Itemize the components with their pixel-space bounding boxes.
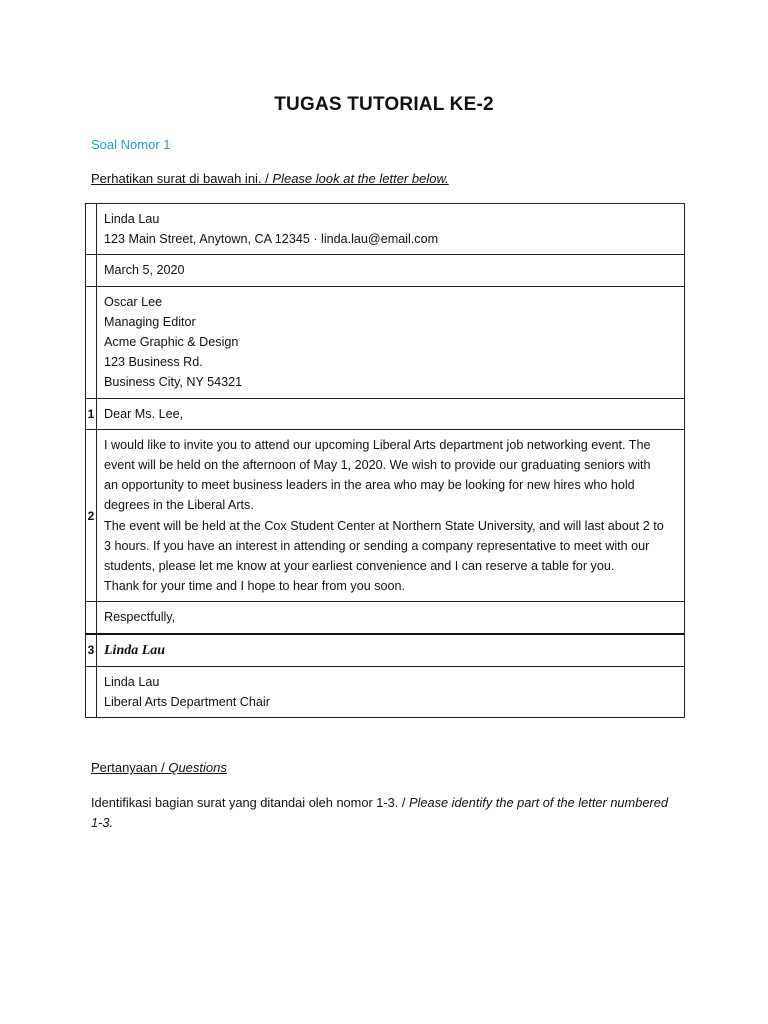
question-en-text: Please identify the part of the letter numbered 1-3. [91,795,668,830]
instruction-id-text: Perhatikan surat di bawah ini. / [91,171,269,186]
letter-row-signature [86,634,685,667]
letter-table [85,203,685,718]
recipient-line: Business City, NY 54321 [104,375,243,390]
instruction-en-text: Please look at the letter below. [272,171,449,186]
signer-name: Linda Lau [104,674,160,689]
row-number: 3 [86,634,97,667]
date-cell: March 5, 2020 [97,255,685,286]
instruction [91,171,449,186]
recipient-cell [97,286,685,398]
letter-row-body [86,429,685,602]
body-line: I would like to invite you to attend our upcoming Liberal Arts department job networking event. The [104,437,651,452]
sender-cell [97,204,685,255]
row-number: 2 [86,429,97,602]
signer-title: Liberal Arts Department Chair [104,695,270,710]
body-line: an opportunity to meet business leaders in the area who may be looking for new hires who hold [104,478,635,493]
row-number: 1 [86,398,97,429]
body-cell [97,429,685,602]
questions-id-label: Pertanyaan / [91,760,165,775]
body-line: The event will be held at the Cox Student Center at Northern State University, and will last about 2 to [104,518,664,533]
closing-cell: Respectfully, [97,602,685,634]
question-id-text: Identifikasi bagian surat yang ditandai oleh nomor 1-3. / [91,795,406,810]
body-line: 3 hours. If you have an interest in attending or sending a company representative to meet with our [104,538,650,553]
letter-row-recipient [86,286,685,398]
row-number-empty [86,666,97,717]
body-line: Thank for your time and I hope to hear from you soon. [104,579,406,594]
recipient-line: Managing Editor [104,314,196,329]
row-number-empty [86,204,97,255]
question-text [91,793,681,833]
questions-heading [91,760,227,775]
section-label: Soal Nomor 1 [91,137,171,152]
signature-cell [97,634,685,667]
letter-row-closing [86,602,685,634]
sender-name: Linda Lau [104,212,160,226]
questions-en-label: Questions [168,760,227,775]
row-number-empty [86,602,97,634]
sender-address: 123 Main Street, Anytown, CA 12345 · linda.lau@email.com [104,232,439,247]
signer-cell [97,666,685,717]
row-number-empty [86,286,97,398]
row-number-empty [86,255,97,286]
signature: Linda Lau [104,642,166,658]
recipient-line: Acme Graphic & Design [104,335,239,350]
page-title: TUGAS TUTORIAL KE-2 [274,94,494,115]
letter-row-salutation [86,398,685,429]
salutation-cell: Dear Ms. Lee, [97,398,685,429]
letter-row-signer [86,666,685,717]
body-line: event will be held on the afternoon of May 1, 2020. We wish to provide our graduating seniors with [104,458,651,473]
body-line: degrees in the Liberal Arts. [104,498,254,513]
recipient-line: 123 Business Rd. [104,355,203,370]
recipient-line: Oscar Lee [104,294,163,309]
body-line: students, please let me know at your earliest convenience and I can reserve a table for you. [104,559,615,574]
letter-row-sender [86,204,685,255]
letter-row-date [86,255,685,286]
